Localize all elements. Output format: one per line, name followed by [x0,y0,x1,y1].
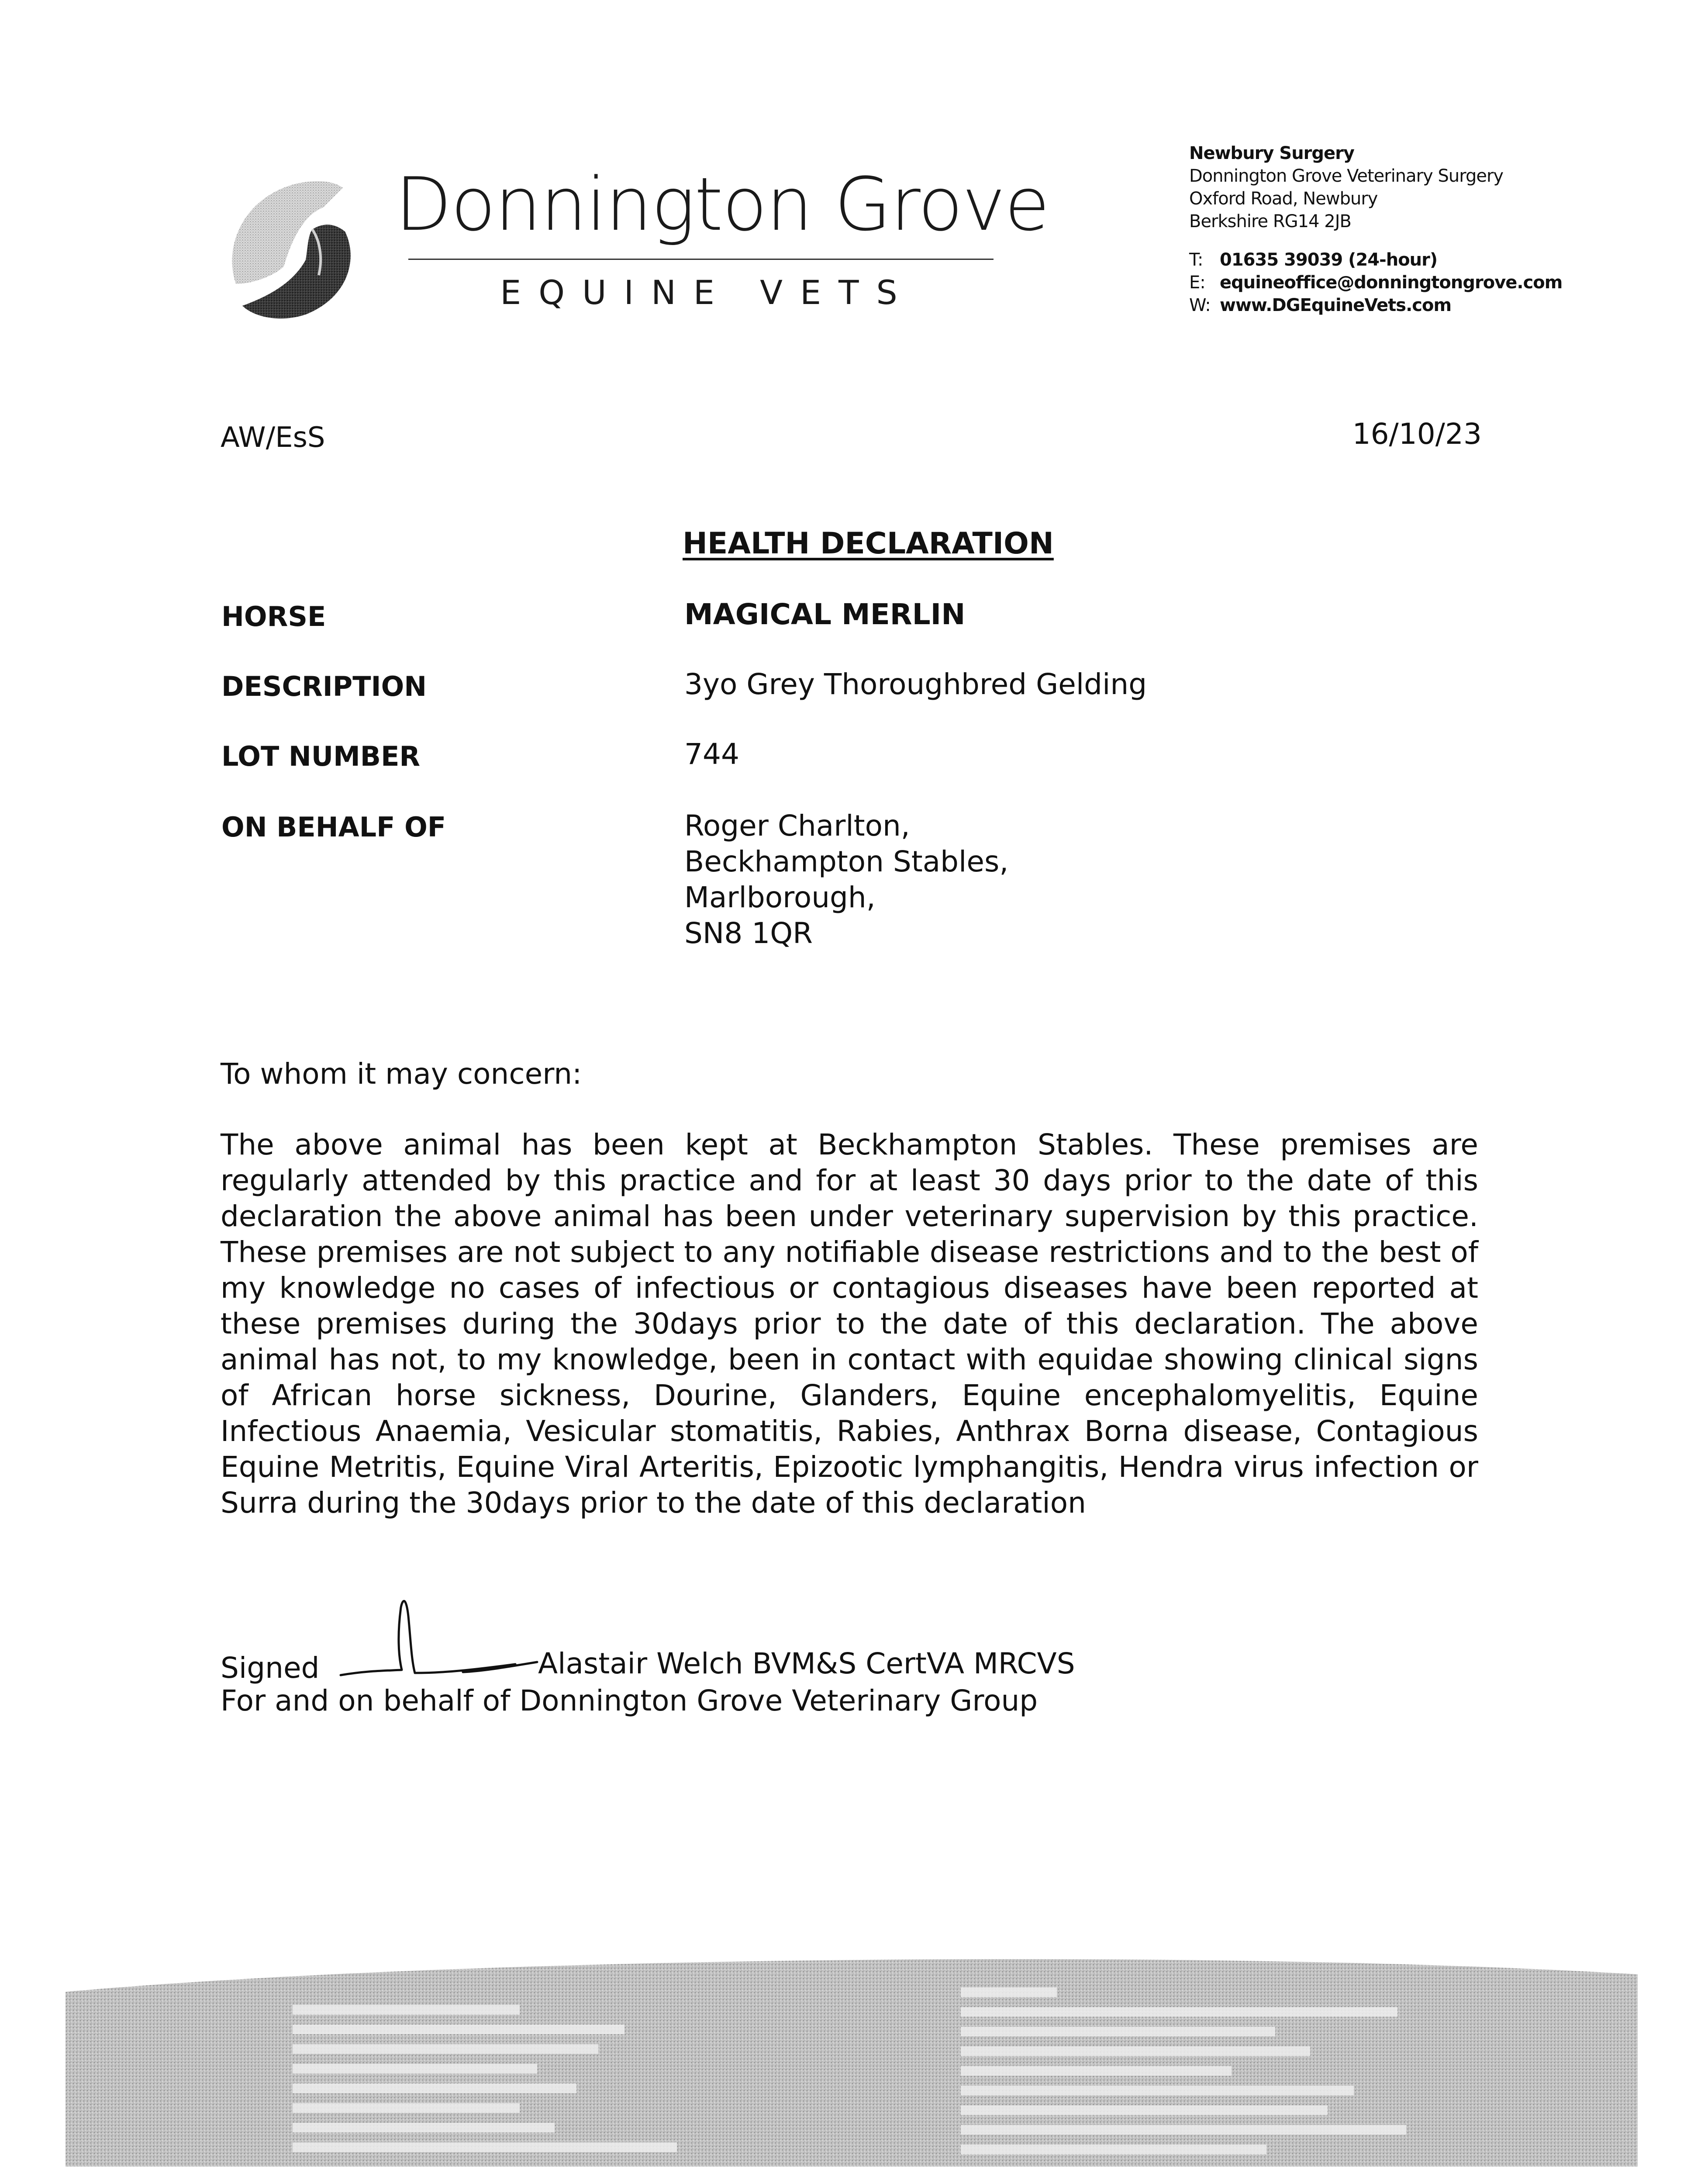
lot-number-label: LOT NUMBER [221,740,421,772]
letter-date: 16/10/23 [1352,417,1482,451]
brand-divider [408,259,994,260]
brand-name: Donnington Grove [395,162,1049,247]
address-line: Donnington Grove Veterinary Surgery [1189,166,1504,186]
on-behalf-of-address [684,808,1008,951]
donnington-grove-logo-icon [218,166,384,332]
phone-number: 01635 39039 (24-hour) [1220,250,1438,270]
email-label: E: [1189,273,1205,293]
address-line: Oxford Road, Newbury [1189,189,1378,209]
address-line: Beckhampton Stables, [684,845,1009,878]
description-label: DESCRIPTION [221,670,427,702]
lot-number-value: 744 [684,737,739,771]
email-address: equineoffice@donningtongrove.com [1220,273,1563,293]
contact-block [1189,142,1562,317]
web-label: W: [1189,295,1211,315]
signed-label: Signed [221,1651,320,1685]
address-line: Berkshire RG14 2JB [1189,211,1351,232]
declaration-body: The above animal has been kept at Beckhampton Stables. These premises are regularly attended by this practice and for at least 30 days prior to the date of this declaration the above animal has been under veterinary supervision by this practice. These premises are not subject to any notifiable disease restrictions and to the best of my knowledge no cases of infectious or contagious diseases have been reported at these premises during the 30days prior to the date of this declaration. The above animal has not, to my knowledge, been in contact with equidae showing clinical signs of African horse sickness, Dourine, Glanders, Equine encephalomyelitis, Equine Infectious Anaemia, Vesicular stomatitis, Rabies, Anthrax Borna disease, Contagious Equine Metritis, Equine Viral Arteritis, Epizootic lymphangitis, Hendra virus infection or Surra during the 30days prior to the date of this declaration [221,1128,1478,1520]
horse-value: MAGICAL MERLIN [684,598,966,631]
signer-name: Alastair Welch BVM&S CertVA MRCVS [538,1647,1075,1680]
web-row [1189,294,1562,317]
phone-row [1189,249,1562,271]
web-address: www.DGEquineVets.com [1220,295,1452,315]
salutation: To whom it may concern: [221,1057,582,1091]
horse-label: HORSE [221,601,326,632]
email-row [1189,271,1562,294]
address-line: Marlborough, [684,881,876,914]
surgery-name: Newbury Surgery [1189,143,1354,163]
document-title: HEALTH DECLARATION [683,526,1054,561]
handwritten-signature-icon [332,1590,542,1690]
address-line: SN8 1QR [684,916,813,950]
phone-label: T: [1189,250,1203,270]
on-behalf-line: For and on behalf of Donnington Grove Veterinary Group [221,1684,1038,1717]
brand-tagline: EQUINE VETS [500,273,915,312]
address-line: Roger Charlton, [684,809,910,843]
footer-band [66,1939,1638,2167]
description-value: 3yo Grey Thoroughbred Gelding [684,667,1147,701]
on-behalf-of-label: ON BEHALF OF [221,811,446,843]
reference-code: AW/EsS [221,422,325,454]
